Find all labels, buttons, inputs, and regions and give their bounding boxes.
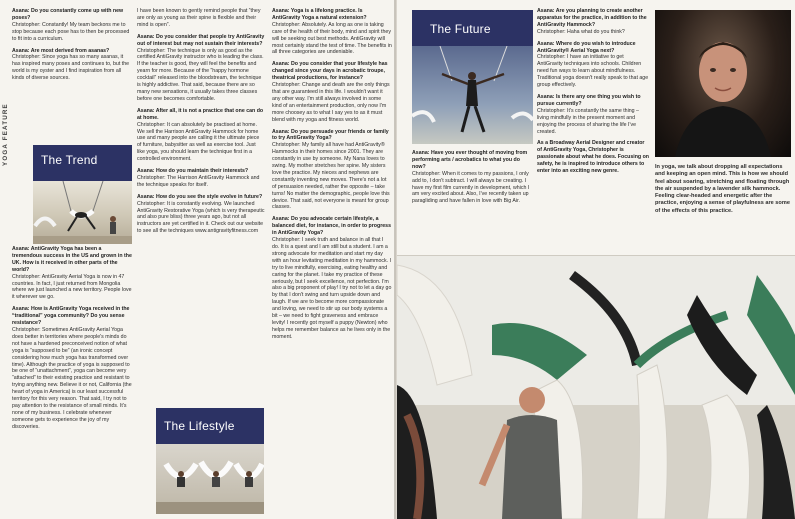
meditation-group-image — [156, 444, 264, 514]
trend-banner — [33, 145, 132, 181]
right-page — [397, 0, 795, 519]
answer: Christopher: Haha what do you think? — [537, 28, 625, 35]
christopher-portrait-image — [655, 10, 791, 157]
question: Asana: Where do you wish to introduce AntiGravity® Aerial Yoga next? — [537, 40, 636, 54]
answer: Christopher: Change and death are the only things that are guaranteed in this life. I wouldn't want it any other way. I'm still always involved in some kind of an entertainment production, only now I'm more choosey as to what I say yes to as it must blend with my yoga and fitness world. — [272, 82, 390, 123]
question: Asana: Do you consider that people try AntiGravity out of interest but may not sustain their interests? — [137, 33, 265, 47]
left-page — [0, 0, 395, 519]
answer: Christopher: It is constantly evolving. We launched AntiGravity Restorative Yoga (which is very therapeutic and also pure bliss) three years ago, but not all instructors are yet certified in it. Check out our website to see all the techniques www.antigravityfitness.com — [137, 200, 265, 235]
question: Asana: Do you constantly come up with new poses? — [12, 8, 124, 21]
portrait-photo — [655, 10, 791, 157]
lifestyle-banner — [156, 408, 264, 444]
answer: Christopher: Sometimes AntiGravity Aerial Yoga does better in territories where people's minds do not have a hardened preconceived notion of what yoga is “supposed to be” (an ironic concept considering how much yoga has transformed over time). Although the practice of yoga is supposed to be one of “unattachment”, yoga can become very “attached” to their existing practice and resistant to trying anything new. Believe it or not, California (the heart of yoga in America) is our least successful territory for this very reason. That said, I try not to pay attention to the resistance of small minds. It's none of my business. I celebrate whenever someone gets to experience the joy of my discoveries. — [12, 326, 132, 430]
column-1-bottom — [12, 246, 132, 514]
answer: Christopher: Since yoga has so many asanas, it has inspired many poses and continues to, but the world is my oyster and I find inspiration from all kinds of diverse sources. — [12, 54, 130, 82]
answer: Christopher: It's constantly the same thing – living mindfully in the present moment and enjoying the process of sharing the life I've created. — [537, 107, 639, 135]
question: Asana: Do you advocate certain lifestyle, a balanced diet, for instance, in order to progress in AntiGravity Yoga? — [272, 216, 392, 237]
aerial-yoga-class-image — [33, 181, 132, 244]
answer: Christopher: I have an initiative to get AntiGravity techniques into schools. Children need fun ways to learn about mindfulness. Traditional yoga doesn't really speak to that age group effectively. — [537, 54, 649, 89]
answer: Christopher: My family all have had AntiGravity® Hammocks in their homes since 2001. They are constantly in use by someone. My Nana loves to swing. My mother stretches her spine. My sisters love the practice. My nieces and nephews are constantly inventing new moves. There's not a lot of persuasion needed, rather the opposite – take turns! No matter the demographic, people love this device. That said, not everyone is meant for group classes. — [272, 142, 390, 211]
bio-text: As a Broadway Aerial Designer and creator of AntiGravity Yoga, Christopher is passionate about what he does. Focusing on safety, he is inspired to introduce others to enter into an exciting new genre. — [537, 140, 650, 175]
question: Asana: After all, it is not a practice that one can do at home. — [137, 107, 264, 121]
answer: Christopher: It can absolutely be practised at home. We sell the Harrison AntiGravity Hammock for home use and many people are calling it the ultimate piece of furniture, babysitter as well as exercise tool. Just like yoga, you should learn the technique first in a controlled environment. — [137, 121, 260, 163]
question: Asana: Have you ever thought of moving from performing arts / acrobatics to what you do now? — [412, 150, 528, 170]
answer: Christopher: The technique is only as good as the certified AntiGravity instructor who is leading the class. If the teacher is good, they will feel the benefits and yearn for more. Because of the “happy hormone cocktail” released into the bloodstream, the technique is highly addictive. That said, because there are so many new sensations, it usually takes three classes before one becomes comfortable. — [137, 47, 264, 102]
column-4 — [412, 150, 532, 246]
future-photo — [412, 46, 533, 144]
answer: Christopher: AntiGravity Aerial Yoga is now in 47 countries. In fact, I just returned from Mongolia where we just launched a new territory. People love it wherever we go. — [12, 273, 132, 301]
inverted-aerial-yoga-image — [397, 255, 795, 519]
question: Asana: How do you maintain their interests? — [137, 168, 249, 175]
question: Asana: AntiGravity Yoga has been a tremendous success in the US and grown in the UK. How is it received in other parts of the world? — [12, 246, 132, 273]
column-1-top — [12, 8, 131, 140]
trend-banner-title: The Trend — [41, 153, 98, 167]
future-banner-title: The Future — [430, 22, 491, 36]
trend-photo — [33, 181, 132, 244]
question: Asana: How do you see the style evolve in future? — [137, 193, 263, 200]
answer: I have been known to gently remind people that “they are only as young as their spine is flexible and their mind is open”. — [137, 8, 261, 28]
column-5 — [537, 8, 650, 248]
aerial-performer-image — [412, 46, 533, 144]
question: Asana: Do you persuade your friends or family to try AntiGravity Yoga? — [272, 128, 389, 142]
question: Asana: Are most derived from asanas? — [12, 47, 110, 54]
column-3 — [272, 8, 392, 516]
lifestyle-banner-title: The Lifestyle — [164, 419, 235, 433]
future-banner — [412, 10, 533, 46]
pull-quote: In yoga, we talk about dropping all expectations and keeping an open mind. This is how we should feel about soaring, stretching and floating through the air suspended by a lavender silk hammock. Feeling clear-headed and energetic after the practice, enjoying a sense of playfulness are some of the effects of this practice. — [655, 164, 790, 214]
answer: Christopher: Absolutely. As long as one is taking care of the health of their body, mind and spirit they will be seeking out best methods. AntiGravity will most certainly stand the test of time. The benefits in all three categories are undeniable. — [272, 21, 392, 56]
hero-photo — [397, 255, 795, 519]
answer: Christopher: The Harrison AntiGravity Hammock and the technique speaks for itself. — [137, 174, 260, 188]
question: Asana: Are you planning to create another apparatus for the practice, in addition to the AntiGravity Hammock? — [537, 8, 647, 28]
answer: Christopher: I seek truth and balance in all that I do. It is a quest and I am still but a student. I am a strong advocate for meditation and start my day with an hour levitating meditation in my hammock. I try to live mindfully, exercising, eating healthy and caring for the planet. I take my practice of these seriously, but I seek excellence, not perfection. I'm also a big proponent of play! I try not to let a day go by that I don't swing and turn upside down and laugh. If we are to become more compassionate and loving, we need to stir up our body systems a bit – we need to fight graveness and embrace levity! I recently got myself a puppy (Newton) who helps me remember balance as he lives only in the moment. — [272, 237, 392, 340]
question: Asana: Is there any one thing you wish to pursue currently? — [537, 93, 641, 107]
lifestyle-photo — [156, 444, 264, 514]
question: Asana: Yoga is a lifelong practice. Is AntiGravity Yoga a natural extension? — [272, 8, 367, 21]
question: Asana: How is AntiGravity Yoga received in the “traditional” yoga community? Do you sense resistance? — [12, 306, 130, 327]
column-2 — [137, 8, 265, 398]
question: Asana: Do you consider that your lifestyle has changed since your days in acrobatic troupe, theatrical productions, for instance? — [272, 61, 388, 82]
section-label: YOGA FEATURE — [2, 103, 9, 166]
answer: Christopher: Constantly! My team beckons me to stop because each pose has to then be processed to fit into a curriculum. — [12, 21, 130, 42]
answer: Christopher: When it comes to my passions, I only add to, I don't subtract. I will always be creating. I have my first film currently in development, which I am very excited about. Also, I've recently taken up paragliding and have fallen in love with Big Air. — [412, 170, 530, 205]
